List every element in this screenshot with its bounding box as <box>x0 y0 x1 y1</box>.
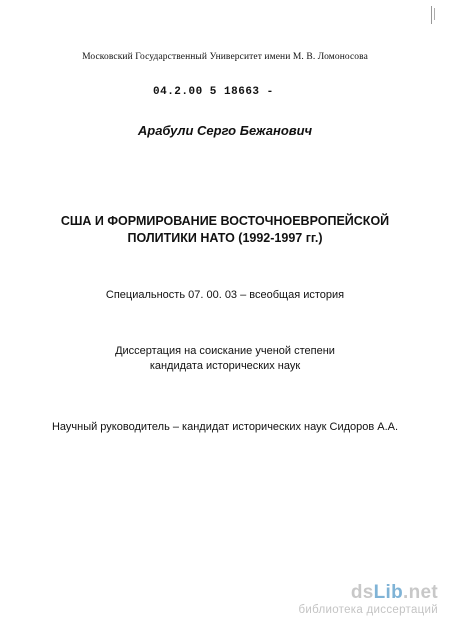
title-line: США И ФОРМИРОВАНИЕ ВОСТОЧНОЕВРОПЕЙСКОЙ <box>60 214 390 228</box>
degree-line: Диссертация на соискание ученой степени <box>115 345 335 357</box>
title-line: ПОЛИТИКИ НАТО (1992-1997 гг.) <box>127 231 323 245</box>
supervisor-line: Научный руководитель – кандидат исторических наук Сидоров А.А. <box>51 421 399 433</box>
university-name: Московский Государственный Университет имени М. В. Ломоносова <box>82 52 368 62</box>
watermark-logo <box>298 583 438 603</box>
registration-number: 04.2.00 5 18663 - <box>153 86 274 98</box>
watermark-logo-ds: ds <box>350 582 374 603</box>
author-name: Арабули Серго Бежанович <box>137 123 313 138</box>
watermark-subtitle: библиотека диссертаций <box>298 604 438 616</box>
watermark-logo-net: .net <box>403 582 438 603</box>
dslib-watermark <box>298 583 438 617</box>
degree-statement <box>0 344 450 374</box>
watermark-logo-lib: Lib <box>373 582 404 603</box>
dissertation-title <box>0 213 450 247</box>
specialty-line: Специальность 07. 00. 03 – всеобщая история <box>105 289 345 301</box>
corner-punch-mark <box>431 6 440 24</box>
degree-line: кандидата исторических наук <box>149 360 301 372</box>
